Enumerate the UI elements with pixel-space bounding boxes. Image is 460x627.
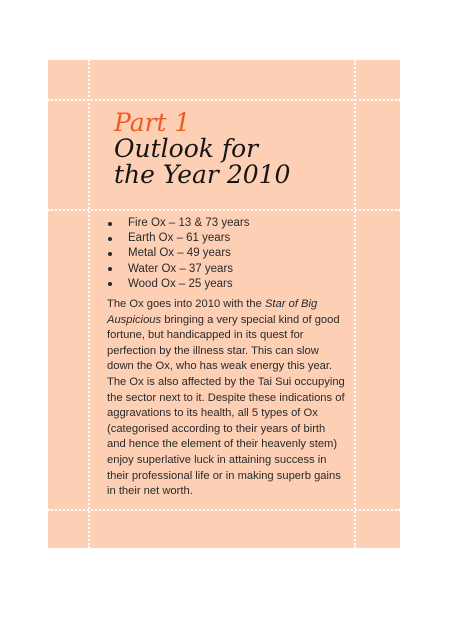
body-paragraph bbox=[107, 297, 347, 500]
list-item: Earth Ox – 61 years bbox=[106, 231, 249, 246]
body-rest: bringing a very special kind of good fortune, but handicapped in its quest for perfection by the illness star. This can slow down the Ox, who has weak energy this year. The Ox is also affected by the Tai Sui occupying the sector next to it. Despite these indications of aggravations to its health, all 5 types of Ox (categorised according to their years of birth and hence the element of their heavenly stem) enjoy superlative luck in attaining success in their professional life or in making superb gains in their net worth. bbox=[107, 313, 345, 498]
list-item: Water Ox – 37 years bbox=[106, 262, 249, 277]
list-item: Metal Ox – 49 years bbox=[106, 246, 249, 261]
book-page bbox=[48, 60, 400, 548]
dotted-rule-bottom bbox=[48, 509, 400, 511]
body-emphasis: Star of Big Auspicious bbox=[107, 298, 318, 326]
dotted-rule-left bbox=[88, 60, 90, 548]
dotted-rule-top bbox=[48, 99, 400, 101]
dotted-rule-right bbox=[354, 60, 356, 548]
chapter-title bbox=[114, 110, 290, 188]
body-intro: The Ox goes into 2010 with the bbox=[107, 298, 265, 310]
list-item: Fire Ox – 13 & 73 years bbox=[106, 216, 249, 231]
chapter-title-line-1: Outlook for bbox=[114, 134, 259, 163]
dotted-rule-middle bbox=[48, 209, 400, 211]
chapter-title-line-2: the Year 2010 bbox=[114, 160, 291, 189]
list-item: Wood Ox – 25 years bbox=[106, 277, 249, 292]
chapter-part-label: Part 1 bbox=[114, 108, 191, 137]
ox-types-list bbox=[106, 216, 249, 292]
